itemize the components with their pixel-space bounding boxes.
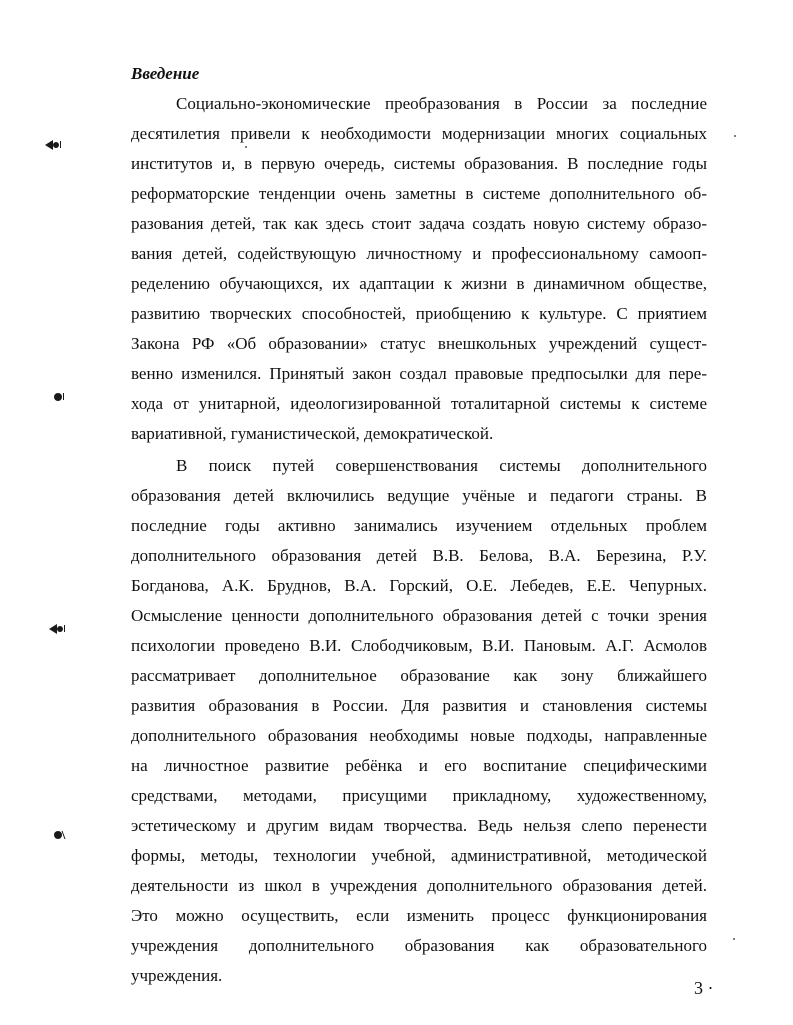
text-line: Богданова, А.К. Бруднов, В.А. Горский, О.Е. Лебедев, Е.Е. Чепурных.	[131, 576, 707, 595]
page-number-value: 3	[694, 978, 703, 998]
text-line: хода от унитарной, идеологизированной тоталитарной системы к системе	[131, 394, 707, 413]
text-line: вания детей, содействующую личностному и профессиональному самооп-	[131, 244, 707, 263]
binder-hole-mark-icon	[48, 623, 66, 637]
binder-hole-mark-icon	[52, 828, 66, 844]
text-line: Социально-экономические преобразования в России за последние	[176, 94, 707, 113]
text-line: десятилетия привели к необходимости модернизации многих социальных	[131, 124, 707, 143]
text-line: ределению обучающихся, их адаптации к жизни в динамичном обществе,	[131, 274, 707, 293]
text-line: на личностное развитие ребёнка и его воспитание специфическими	[131, 756, 707, 775]
binder-hole-mark-icon	[44, 139, 62, 153]
text-line: институтов и, в первую очередь, системы образования. В последние годы	[131, 154, 707, 173]
text-line: реформаторские тенденции очень заметны в системе дополнительного об-	[131, 184, 707, 203]
text-line: средствами, методами, присущими прикладному, художественному,	[131, 786, 707, 805]
text-line: Закона РФ «Об образовании» статус внешкольных учреждений сущест-	[131, 334, 707, 353]
text-line: учреждения дополнительного образования как образовательного	[131, 936, 707, 955]
text-line: эстетическому и другим видам творчества. Ведь нельзя слепо перенести	[131, 816, 707, 835]
text-line: развитию творческих способностей, приобщению к культуре. С приятием	[131, 304, 707, 323]
text-line: венно изменился. Принятый закон создал правовые предпосылки для пере-	[131, 364, 707, 383]
text-line: формы, методы, технологии учебной, административной, методической	[131, 846, 707, 865]
text-line: психологии проведено В.И. Слободчиковым, В.И. Пановым. А.Г. Асмолов	[131, 636, 707, 655]
text-line: рассматривает дополнительное образование как зону ближайшего	[131, 666, 707, 685]
text-line: Это можно осуществить, если изменить процесс функционирования	[131, 906, 707, 925]
text-line: деятельности из школ в учреждения дополнительного образования детей.	[131, 876, 707, 895]
text-line: дополнительного образования необходимы новые подходы, направленные	[131, 726, 707, 745]
text-line: учреждения.	[131, 966, 223, 985]
binder-hole-mark-icon	[52, 391, 66, 405]
scan-speck	[734, 135, 736, 137]
text-line: дополнительного образования детей В.В. Белова, В.А. Березина, Р.У.	[131, 546, 707, 565]
text-line: Осмысление ценности дополнительного образования детей с точки зрения	[131, 606, 707, 625]
text-line: последние годы активно занимались изучением отдельных проблем	[131, 516, 707, 535]
text-line: развития образования в России. Для развития и становления системы	[131, 696, 707, 715]
text-line: разования детей, так как здесь стоит задача создать новую систему образо-	[131, 214, 707, 233]
page-number-mark: ·	[707, 978, 714, 998]
text-line: В поиск путей совершенствования системы дополнительного	[176, 456, 707, 475]
scan-speck	[733, 938, 735, 940]
scan-speck	[245, 146, 247, 148]
page-number	[694, 976, 714, 1000]
section-heading: Введение	[131, 64, 200, 83]
text-line: образования детей включились ведущие учёные и педагоги страны. В	[131, 486, 707, 505]
text-line: вариативной, гуманистической, демократической.	[131, 424, 494, 443]
